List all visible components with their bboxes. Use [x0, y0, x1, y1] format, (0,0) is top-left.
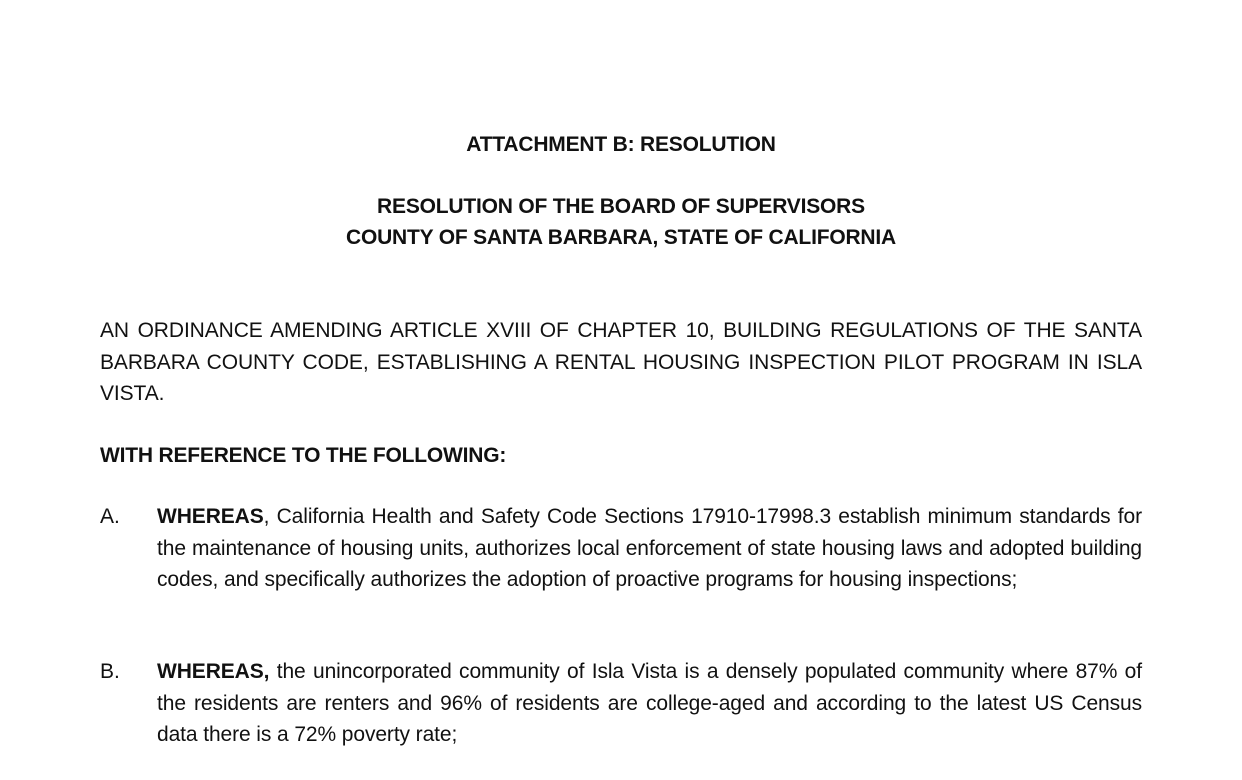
- resolution-title-line1: RESOLUTION OF THE BOARD OF SUPERVISORS: [377, 195, 865, 218]
- ordinance-paragraph: AN ORDINANCE AMENDING ARTICLE XVIII OF CHAPTER 10, BUILDING REGULATIONS OF THE SANTA BARBARA COUNTY CODE, ESTABLISHING A RENTAL HOUSING INSPECTION PILOT PROGRAM IN ISLA VISTA.: [100, 319, 1142, 405]
- item-letter: B.: [100, 660, 120, 683]
- reference-heading: WITH REFERENCE TO THE FOLLOWING:: [100, 444, 507, 467]
- item-body: [157, 501, 1142, 596]
- resolution-title-line2: COUNTY OF SANTA BARBARA, STATE OF CALIFORNIA: [345, 226, 896, 249]
- item-body: [157, 656, 1142, 751]
- whereas-keyword: WHEREAS,: [157, 660, 270, 683]
- item-text: , California Health and Safety Code Sections 17910-17998.3 establish minimum standards for the maintenance of housing units, authorizes local enforcement of state housing laws and adopted building codes, and specifically authorizes the adoption of proactive programs for housing inspections;: [157, 505, 1142, 591]
- whereas-keyword: WHEREAS: [157, 505, 264, 528]
- item-letter: A.: [100, 505, 120, 528]
- attachment-title: ATTACHMENT B: RESOLUTION: [466, 133, 776, 156]
- item-text: the unincorporated community of Isla Vista is a densely populated community where 87% of the residents are renters and 96% of residents are college-aged and according to the latest US Census data there is a 72% poverty rate;: [157, 660, 1142, 746]
